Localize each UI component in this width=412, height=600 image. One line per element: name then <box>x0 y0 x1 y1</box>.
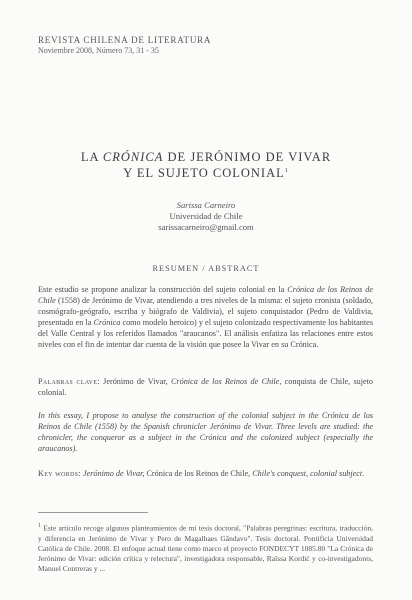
keywords-es-text-b: , conquista de Chile, sujeto colonial. <box>38 377 374 398</box>
resumen-text-italic-2: Crónica <box>93 318 121 328</box>
resumen-text-b: (1558) de Jerónimo de Vivar, atendiendo a tres niveles de la misma: el sujeto cronista (soldado, cosmógrafo-geógrafo, escriba y biógrafo de Valdivia), el sujeto conquistador (Pedro de Valdivia, presentado en la <box>38 296 373 328</box>
issue-info: Noviembre 2008, Número 73, 31 - 35 <box>38 46 159 55</box>
title-prefix: LA <box>80 150 103 164</box>
resumen-paragraph <box>38 284 373 351</box>
resumen-heading: RESUMEN / ABSTRACT <box>152 264 260 273</box>
abstract-paragraph: In this essay, I propose to analyse the construction of the colonial subject in the Crónica de los Reinos de Chile (1558) by the Spanish chronicler Jerónimo de Vivar. Three levels are studied: the chronicler, the conqueror as a subject in the Crónica and the colonized subject (especially the araucanos). <box>38 411 373 454</box>
keywords-en-text-a: Crónica de los Reinos de Chile, <box>144 469 253 478</box>
resumen-text-a: Este estudio se propone analizar la construcción del sujeto colonial en la <box>38 285 288 294</box>
keywords-en-text-italic: Jerónimo de Vivar, <box>80 469 145 478</box>
footnote-mark: 1 <box>38 523 41 529</box>
author-email[interactable]: sarissacarneiro@gmail.com <box>158 222 254 232</box>
author-affiliation: Universidad de Chile <box>169 211 243 221</box>
title-italic: CRÓNICA <box>102 150 164 164</box>
keywords-es-paragraph <box>38 376 373 398</box>
footnote <box>38 521 373 574</box>
keywords-en-text-italic-2: Chile's conquest, colonial subject. <box>252 469 365 478</box>
title-suffix: DE JERÓNIMO DE VIVAR <box>163 150 332 164</box>
journal-title: REVISTA CHILENA DE LITERATURA <box>38 35 212 45</box>
resumen-text-c: como modelo heroico) y el sujeto colonizado respectivamente los habitantes del Valle Central y los referidos llamados "araucanos". El análisis enfatiza las relaciones entre estos niveles con el fin de intentar dar cuenta de la visión que posee la Vivar en su Crónica. <box>38 318 373 350</box>
title-line2: Y EL SUJETO COLONIAL <box>123 166 285 180</box>
keywords-en-paragraph <box>38 468 373 479</box>
keywords-es-text-italic: Crónica de los Reinos de Chile <box>170 377 280 386</box>
footnote-divider <box>38 512 148 513</box>
title-footnote-mark[interactable]: 1 <box>284 167 289 174</box>
keywords-es-text-a: Jerónimo de Vivar, <box>99 377 171 386</box>
keywords-en-label: Key words: <box>38 469 81 478</box>
footnote-text: Este artículo recoge algunos planteamientos de mi tesis doctoral, "Palabras peregrinas: escritura, traducción, y diferencia en Jerónimo de Vivar y Pero de Magalhaes Gândavo". Tesis doctoral. Pontificia Universidad Católica de Chile. 2008. El enfoque actual tiene como marco el proyecto FONDECYT 1085.80 "La Crónica de Jerónimo de Vivar: edición crítica y relectura", investigadora responsable, Raïssa Kordić y co-investigadores, Manuel Contreras y ... <box>38 523 373 573</box>
article-title-line-1 <box>0 150 412 165</box>
author-name: Sarissa Carneiro <box>176 200 236 210</box>
keywords-es-label: Palabras clave: <box>38 377 100 386</box>
article-title-line-2 <box>0 166 412 181</box>
resumen-text-italic: Crónica de los Reinos de Chile <box>38 285 373 306</box>
